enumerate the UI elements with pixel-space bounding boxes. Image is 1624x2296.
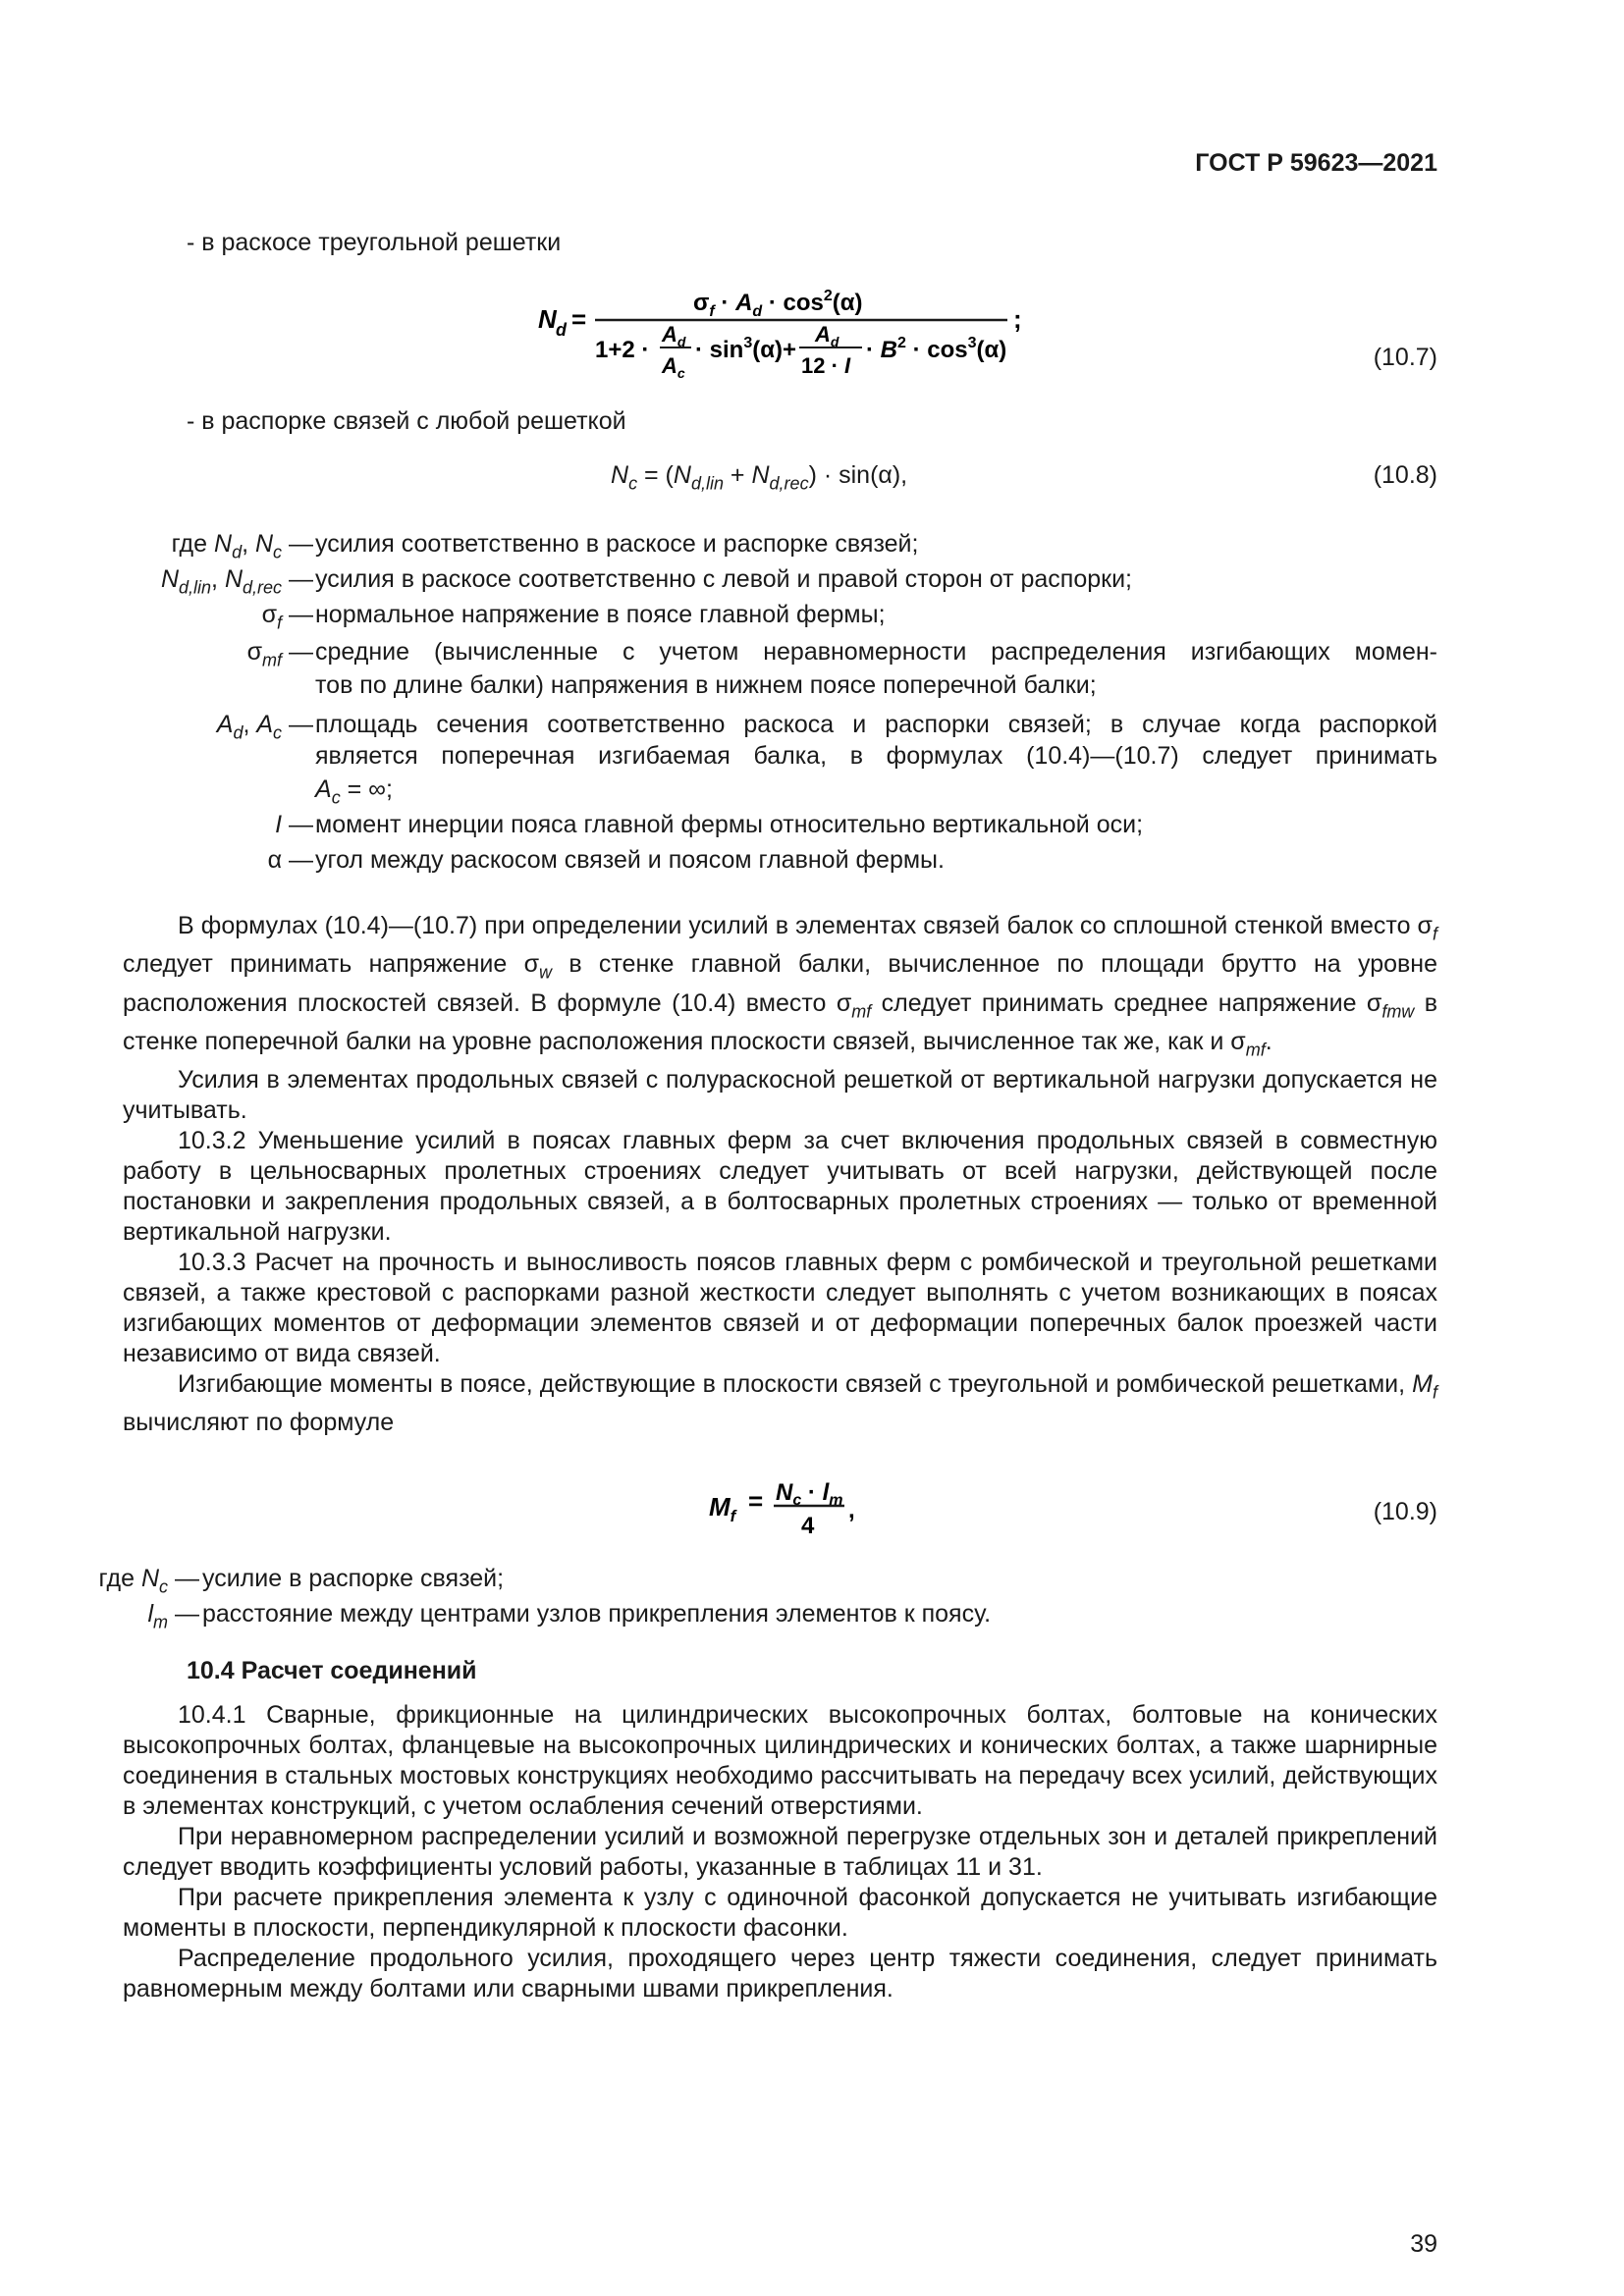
where-text: усилия в раскосе соответственно с левой и правой сторон от распорки;	[315, 565, 1132, 593]
where-text: усилия соответственно в раскосе и распорке связей;	[315, 530, 919, 558]
svg-text:σf · Ad · cos2(α): $\sigma_f \cdot A_d \cdot \cos^2(\alpha)$	[693, 288, 863, 320]
where-text: является поперечная изгибаемая балка, в формулах (10.4)—(10.7) следует принимать	[315, 742, 1437, 770]
svg-text:;: ;	[1013, 304, 1022, 334]
equation-number: (10.8)	[1373, 461, 1437, 489]
equation-10-7	[538, 275, 1029, 383]
svg-text:d: d	[556, 320, 567, 340]
where-text: нормальное напряжение в поясе главной фермы;	[315, 601, 886, 628]
where-text: момент инерции пояса главной фермы относительно вертикальной оси;	[315, 811, 1144, 838]
where-text: тов по длине балки) напряжения в нижнем поясе поперечной балки;	[315, 671, 1097, 699]
list-item-diagonal: - в раскосе треугольной решетки	[187, 229, 562, 256]
where-label: где $N_d$, $N_c$ —	[171, 530, 313, 562]
section-heading: 10.4 Расчет соединений	[187, 1657, 477, 1684]
where-text: $A_c$ = ∞;	[315, 775, 393, 808]
equation-10-9	[705, 1474, 862, 1550]
where-label: $\sigma_f$ —	[261, 601, 313, 633]
equation-10-7-graphic	[538, 275, 1029, 383]
equation-number: (10.7)	[1373, 344, 1437, 371]
where-label: где $N_c$ —	[98, 1565, 199, 1597]
paragraph: В формулах (10.4)—(10.7) при определении усилий в элементах связей балок со сплошной стенкой вместо $\sigma_f$ следует принимать напряжение $\sigma_w$ в стенке главной балки, вычисленное по площади брутто на уровне расположения плоскостей связей. В формуле (10.4) вместо $\sigma_{mf}$ следует принимать среднее напряжение $\sigma_{fmw}$ в стенке поперечной балки на уровне расположения плоскости связей, вычисленное так же, как и $\sigma_{mf}$.	[123, 912, 1437, 1060]
body-text-2	[123, 1700, 1437, 2004]
where-text: расстояние между центрами узлов прикрепления элементов к поясу.	[202, 1600, 992, 1628]
paragraph: Усилия в элементах продольных связей с полураскосной решеткой от вертикальной нагрузки допускается не учитывать.	[123, 1066, 1437, 1125]
paragraph: 10.4.1 Сварные, фрикционные на цилиндрических высокопрочных болтах, болтовые на конических высокопрочных болтах, фланцевые на высокопрочных цилиндрических и конических болтах, а также шарнирные соединения в стальных мостовых конструкциях необходимо рассчитывать на передачу всех усилий, действующих в элементах конструкций, с учетом ослабления сечений отверстиями.	[123, 1701, 1437, 1820]
document-code: ГОСТ Р 59623—2021	[1195, 149, 1437, 177]
svg-text:· B2 · cos3(α): · $B^2 \cdot \cos^3(\alpha)$	[866, 335, 1007, 363]
svg-text:=: =	[748, 1486, 764, 1516]
paragraph: 10.3.3 Расчет на прочность и выносливость поясов главных ферм с ромбической и треугольной решетками связей, а также крестовой с распорками разной жесткости следует выполнять с учетом возникающих в поясах изгибающих моментов от деформации элементов связей и от деформации поперечных балок проезжей части независимо от вида связей.	[123, 1249, 1437, 1368]
body-text-1	[123, 911, 1437, 1438]
where-label: $l_m$ —	[147, 1600, 199, 1632]
where-label: I —	[275, 811, 313, 838]
svg-text:Ac: $A_c$	[662, 353, 685, 381]
equation-10-9-graphic	[705, 1474, 862, 1543]
where-text: усилие в распорке связей;	[202, 1565, 505, 1592]
svg-text:Mf: $M_f$	[709, 1492, 736, 1525]
svg-text:=: =	[571, 304, 587, 334]
where-text: площадь сечения соответственно раскоса и распорки связей; в случае когда распоркой	[315, 711, 1437, 738]
svg-text:Nc · lm: $N_c \cdot l_m$	[776, 1479, 843, 1509]
svg-text:,: ,	[848, 1497, 855, 1523]
paragraph: Изгибающие моменты в поясе, действующие в плоскости связей с треугольной и ромбической решетками, $M_f$ вычисляют по формуле	[123, 1370, 1437, 1437]
paragraph: При расчете прикрепления элемента к узлу с одиночной фасонкой допускается не учитывать изгибающие моменты в плоскости, перпендикулярной к плоскости фасонки.	[123, 1884, 1437, 1942]
svg-text:4: 4	[801, 1513, 815, 1539]
paragraph: Распределение продольного усилия, проходящего через центр тяжести соединения, следует принимать равномерным между болтами или сварными швами прикрепления.	[123, 1945, 1437, 2002]
svg-text:12 · I: 12 · I	[801, 353, 851, 378]
where-label: $N_{d,lin}$, $N_{d,rec}$ —	[160, 565, 313, 598]
where-text: средние (вычисленные с учетом неравномерности распределения изгибающих момен-	[315, 638, 1437, 666]
page-number: 39	[1410, 2230, 1437, 2258]
where-label: $\sigma_{mf}$ —	[246, 638, 313, 670]
equation-number: (10.9)	[1373, 1498, 1437, 1525]
where-text: угол между раскосом связей и поясом главной фермы.	[315, 846, 945, 874]
where-label: α —	[267, 846, 313, 874]
svg-text:Ad: $A_d$	[815, 322, 839, 349]
where-label: $A_d$, $A_c$ —	[216, 711, 313, 743]
list-item-strut: - в распорке связей с любой решеткой	[187, 407, 626, 435]
svg-text:N: N	[538, 304, 557, 334]
svg-text:1+2 ·: 1+2 ·	[595, 337, 650, 363]
paragraph: 10.3.2 Уменьшение усилий в поясах главных ферм за счет включения продольных связей в совместную работу в цельносварных пролетных строениях следует учитывать от всей нагрузки, действующей после постановки и закрепления продольных связей, а в болтосварных пролетных строениях — только от временной вертикальной нагрузки.	[123, 1127, 1437, 1247]
svg-text:· sin3(α)+: · $\sin^3(\alpha)+$	[695, 335, 797, 363]
equation-10-8: $N_c = (N_{d,lin} + N_{d,rec}) \cdot \sin(\alpha)$,	[611, 461, 908, 494]
svg-text:Ad: $A_d$	[662, 322, 686, 349]
paragraph: При неравномерном распределении усилий и возможной перегрузке отдельных зон и деталей прикреплений следует вводить коэффициенты условий работы, указанные в таблицах 11 и 31.	[123, 1823, 1437, 1881]
